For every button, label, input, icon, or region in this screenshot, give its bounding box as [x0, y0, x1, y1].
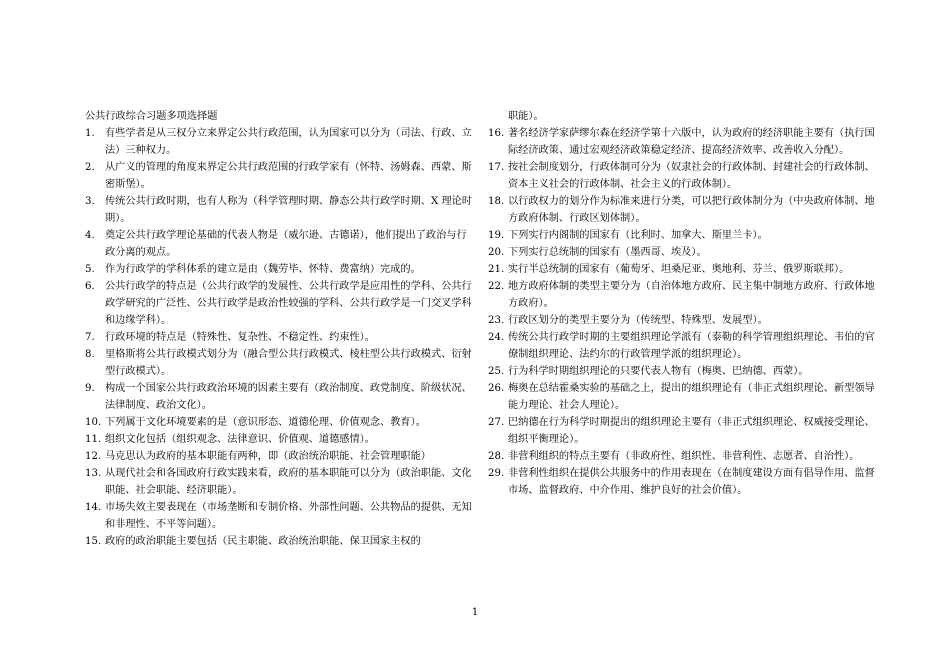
- question-item: [85, 346, 475, 380]
- question-text: 行为科学时期组织理论的只要代表人物有（梅奥、巴纳德、西蒙）。: [508, 366, 809, 377]
- question-number: 14.: [85, 502, 102, 513]
- continued-text: 职能）。: [508, 111, 544, 122]
- question-item: [488, 414, 880, 448]
- question-item: [488, 465, 880, 499]
- question-number: 23.: [488, 315, 505, 326]
- question-number: 9.: [85, 383, 95, 394]
- question-number: 3.: [85, 196, 95, 207]
- question-item: [488, 448, 880, 465]
- question-text: 实行半总统制的国家有（葡萄牙、坦桑尼亚、奥地利、芬兰、俄罗斯联邦）。: [508, 264, 850, 275]
- question-text: 从广义的管理的角度来界定公共行政范围的行政学家有（怀特、汤姆森、西蒙、斯密斯堡）。: [105, 162, 472, 190]
- question-item: [85, 448, 475, 465]
- question-item: [85, 329, 475, 346]
- question-number: 17.: [488, 162, 505, 173]
- question-item: [85, 499, 475, 533]
- question-number: 21.: [488, 264, 505, 275]
- question-item: [85, 193, 475, 227]
- question-number: 10.: [85, 417, 102, 428]
- question-number: 12.: [85, 451, 102, 462]
- question-number: 16.: [488, 128, 505, 139]
- question-number: 11.: [85, 434, 102, 445]
- question-text: 下列实行总统制的国家有（墨西哥、埃及）。: [508, 247, 707, 258]
- question-number: 24.: [488, 332, 505, 343]
- question-text: 马克思认为政府的基本职能有两种，即（政治统治职能、社会管理职能）: [105, 451, 431, 462]
- question-item: [85, 431, 475, 448]
- right-question-list: [488, 125, 880, 499]
- question-item: [488, 380, 880, 414]
- question-text: 从现代社会和各国政府行政实践来看，政府的基本职能可以分为（政治职能、文化职能、社会职能、经济职能）。: [105, 468, 472, 496]
- question-item: [488, 193, 880, 227]
- question-text: 构成一个国家公共行政政治环境的因素主要有（政治制度、政党制度、阶级状况、法律制度、政治文化）。: [105, 383, 472, 411]
- question-item: [85, 261, 475, 278]
- question-text: 政府的政治职能主要包括（民主职能、政治统治职能、保卫国家主权的: [105, 536, 421, 547]
- question-number: 18.: [488, 196, 505, 207]
- question-item: [85, 380, 475, 414]
- question-text: 有些学者是从三权分立来界定公共行政范围，认为国家可以分为（司法、行政、立法）三种权力。: [105, 128, 472, 156]
- question-number: 15.: [85, 536, 102, 547]
- question-number: 29.: [488, 468, 505, 479]
- question-item: [85, 465, 475, 499]
- question-number: 7.: [85, 332, 95, 343]
- page-number: 1: [471, 607, 479, 618]
- left-column: [85, 108, 475, 550]
- question-text: 非营利组织的特点主要有（非政府性、组织性、非营利性、志愿者、自治性）。: [508, 451, 860, 462]
- question-item: [85, 227, 475, 261]
- question-number: 13.: [85, 468, 102, 479]
- question-text: 行政环境的特点是（特殊性、复杂性、不稳定性、约束性）。: [105, 332, 375, 343]
- question-number: 4.: [85, 230, 95, 241]
- question-item: [85, 533, 475, 550]
- question-item: [85, 125, 475, 159]
- question-number: 22.: [488, 281, 505, 292]
- question-number: 2.: [85, 162, 95, 173]
- question-text: 市场失效主要表现在（市场垄断和专制价格、外部性问题、公共物品的提供、无知和非理性、不平等问题）。: [105, 502, 472, 530]
- question-text: 以行政权力的划分作为标准来进行分类，可以把行政体制分为（中央政府体制、地方政府体制、行政区划体制）。: [508, 196, 875, 224]
- question-item: [488, 125, 880, 159]
- question-number: 6.: [85, 281, 95, 292]
- question-text: 地方政府体制的类型主要分为（自治体地方政府、民主集中制地方政府、行政体地方政府）。: [508, 281, 875, 309]
- question-text: 下列属于文化环境要素的是（意识形态、道德伦理、价值观念、教育）。: [105, 417, 426, 428]
- question-number: 28.: [488, 451, 505, 462]
- question-item: [488, 329, 880, 363]
- question-number: 19.: [488, 230, 505, 241]
- question-text: 梅奥在总结霍桑实验的基础之上，提出的组织理论有（非正式组织理论、新型领导能力理论、社会人理论）。: [508, 383, 875, 411]
- question-item: [488, 159, 880, 193]
- question-number: 26.: [488, 383, 505, 394]
- question-text: 下列实行内阁制的国家有（比利时、加拿大、斯里兰卡）。: [508, 230, 768, 241]
- question-number: 25.: [488, 366, 505, 377]
- question-text: 按社会制度划分，行政体制可分为（奴隶社会的行政体制、封建社会的行政体制、资本主义社会的行政体制、社会主义的行政体制）。: [508, 162, 875, 190]
- question-number: 20.: [488, 247, 505, 258]
- question-item: [85, 159, 475, 193]
- question-item: [488, 278, 880, 312]
- question-number: 1.: [85, 128, 95, 139]
- question-text: 著名经济学家萨缪尔森在经济学第十六版中，认为政府的经济职能主要有（执行国际经济政策、通过宏观经济政策稳定经济、提高经济效率、改善收入分配）。: [508, 128, 875, 156]
- question-text: 奠定公共行政学理论基础的代表人物是（威尔逊、古德诺），他们提出了政治与行政分离的观点。: [105, 230, 467, 258]
- question-number: 5.: [85, 264, 95, 275]
- question-item: [488, 244, 880, 261]
- question-number: 8.: [85, 349, 95, 360]
- left-question-list: [85, 125, 475, 550]
- question-item: [85, 414, 475, 431]
- question-text: 非营利性组织在提供公共服务中的作用表现在（在制度建设方面有倡导作用、监督市场、监督政府、中介作用、维护良好的社会价值）。: [508, 468, 875, 496]
- question-text: 巴纳德在行为科学时期提出的组织理论主要有（非正式组织理论、权威接受理论、组织平衡理论）。: [508, 417, 875, 445]
- right-column: [488, 108, 880, 499]
- question-text: 组织文化包括（组织观念、法律意识、价值观、道德感情）。: [105, 434, 375, 445]
- question-text: 里格斯将公共行政模式划分为（融合型公共行政模式、棱柱型公共行政模式、衍射型行政模式）。: [105, 349, 472, 377]
- question-text: 公共行政学的特点是（公共行政学的发展性、公共行政学是应用性的学科、公共行政学研究的广泛性、公共行政学是政治性较强的学科、公共行政学是一门交叉学科和边缘学科）。: [105, 281, 472, 326]
- question-number: 27.: [488, 417, 505, 428]
- question-text: 行政区划分的类型主要分为（传统型、特殊型、发展型）。: [508, 315, 768, 326]
- question-item: [488, 261, 880, 278]
- question-item: [488, 363, 880, 380]
- question-text: 传统公共行政时期，也有人称为（科学管理时期、静态公共行政学时期、X 理论时期）。: [105, 196, 473, 224]
- question-text: 传统公共行政学时期的主要组织理论学派有（泰勒的科学管理组织理论、韦伯的官僚制组织理论、法约尔的行政管理学派的组织理论）。: [508, 332, 875, 360]
- document-title: 公共行政综合习题多项选择题: [85, 111, 218, 122]
- question-text: 作为行政学的学科体系的建立是由（魏劳毕、怀特、费富纳）完成的。: [105, 264, 421, 275]
- question-item: [488, 312, 880, 329]
- question-item: [488, 227, 880, 244]
- question-item: [85, 278, 475, 329]
